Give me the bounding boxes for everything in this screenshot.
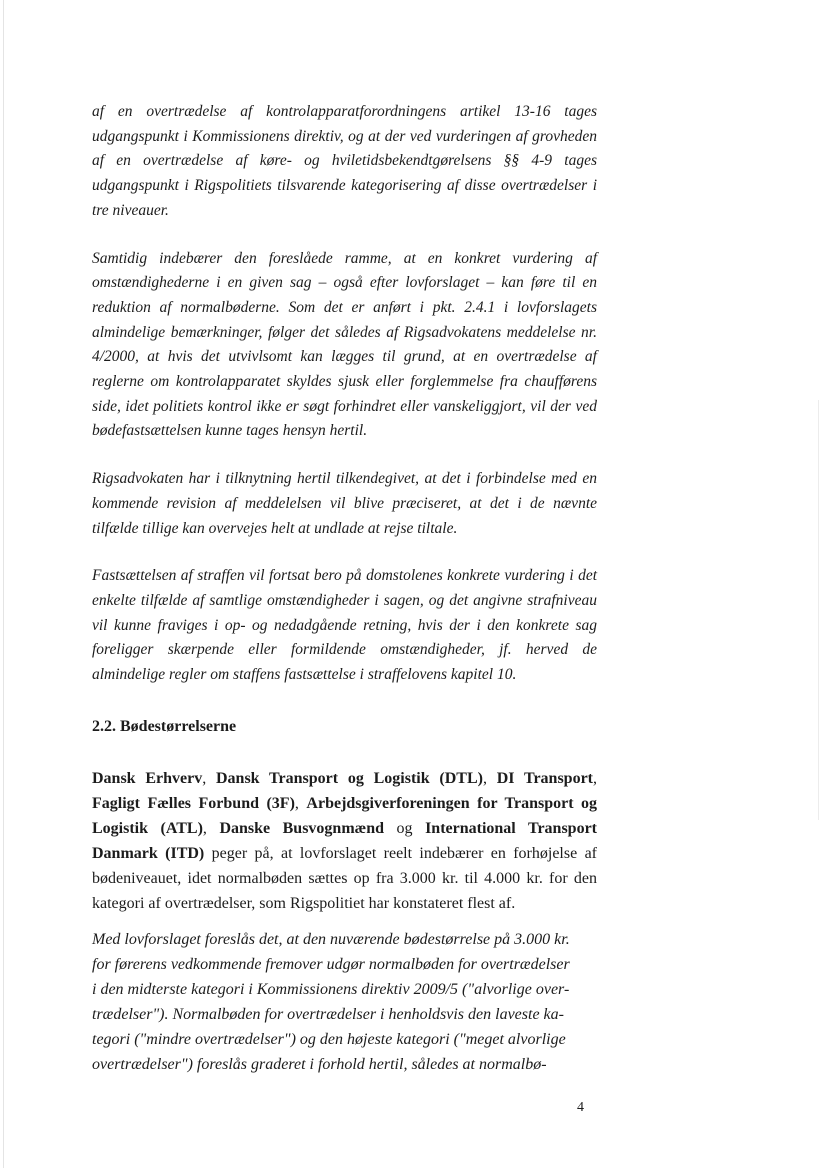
separator: , [202, 769, 216, 787]
paragraph-1: af en overtrædelse af kontrolapparatforordningens artikel 13-16 tages udgangspunkt i Kommissionens direktiv, og at der ved vurderingen af grovheden af en overtrædelse af køre- og hviletidsbekendtgørelsens §§ 4-9 tages udgangspunkt i Rigspolitiets tilsvarende kategorisering af disse overtrædelser i tre niveauer. [92, 103, 597, 219]
org-dansk-erhverv: Dansk Erhverv [92, 769, 203, 787]
org-dtl: Dansk Transport og Logistik (DTL) [215, 769, 483, 787]
scan-edge-right [818, 400, 819, 820]
text-line: overtrædelser") foreslås graderet i forhold hertil, således at normalbø- [92, 1055, 547, 1073]
paragraph-text: peger på, at lovforslaget reelt indebærer en forhøjelse af bødeniveauet, idet normalbøden sættes op fra 3.000 kr. til 4.000 kr. for den kategori af overtrædelser, som Rigspolitiet har konstateret flest af. [92, 844, 597, 912]
text-line: tegori ("mindre overtrædelser") og den højeste kategori ("meget alvorlige [92, 1030, 566, 1048]
org-di-transport: DI Transport [496, 769, 593, 787]
separator: , [482, 769, 497, 787]
text-line: for førerens vedkommende fremover udgør normalbøden for overtrædelser [92, 955, 570, 973]
text-line: trædelser"). Normalbøden for overtrædelser i henholdsvis den laveste ka- [92, 1005, 564, 1023]
page-number: 4 [577, 1100, 584, 1115]
separator: , [294, 794, 307, 812]
scan-edge-left [3, 0, 4, 1168]
paragraph-final [92, 927, 597, 1077]
separator: , [593, 769, 597, 787]
paragraph-3: Rigsadvokaten har i tilknytning hertil tilkendegivet, at det i forbindelse med en kommende revision af meddelelsen vil blive præciseret, at det i de nævnte tilfælde tillige kan overvejes helt at undlade at rejse tiltale. [92, 470, 597, 537]
paragraph-4: Fastsættelsen af straffen vil fortsat bero på domstolenes konkrete vurdering i det enkelte tilfælde af samtlige omstændigheder i sagen, og det angivne strafniveau vil kunne fraviges i op- og nedadgående retning, hvis der i den konkrete sag foreligger skærpende eller formildende omstændigheder, jf. herved de almindelige regler om staffens fastsættelse i straffelovens kapitel 10. [92, 567, 597, 684]
org-danske-busvognmaend: Danske Busvognmænd [219, 819, 385, 837]
separator: , [202, 819, 220, 837]
org-itd: International Transport Danmark (ITD) [92, 819, 598, 862]
org-atl: Arbejdsgiverforeningen for Transport og Logistik (ATL) [92, 794, 598, 837]
organizations-paragraph [92, 766, 597, 916]
paragraph-2: Samtidig indebærer den foreslåede ramme, at en konkret vurdering af omstændighederne i en given sag – også efter lovforslaget – kan føre til en reduktion af normalbøderne. Som det er anført i pkt. 2.4.1 i lovforslagets almindelige bemærkninger, følger det således af Rigsadvokatens meddelelse nr. 4/2000, at hvis det utvivlsomt kan lægges til grund, at en overtrædelse af reglerne om kontrolapparatet skyldes sjusk eller forglemmelse fra chaufførens side, idet politiets kontrol ikke er søgt forhindret eller vanskeliggjort, vil der ved bødefastsættelsen kunne tages hensyn hertil. [92, 249, 597, 440]
org-3f: Fagligt Fælles Forbund (3F) [92, 794, 295, 812]
text-line: Med lovforslaget foreslås det, at den nuværende bødestørrelse på 3.000 kr. [92, 930, 570, 948]
section-heading: 2.2. Bødestørrelserne [92, 717, 237, 735]
document-page [92, 100, 597, 1077]
separator: og [384, 819, 426, 837]
text-line: i den midterste kategori i Kommissionens direktiv 2009/5 ("alvorlige over- [92, 980, 570, 998]
